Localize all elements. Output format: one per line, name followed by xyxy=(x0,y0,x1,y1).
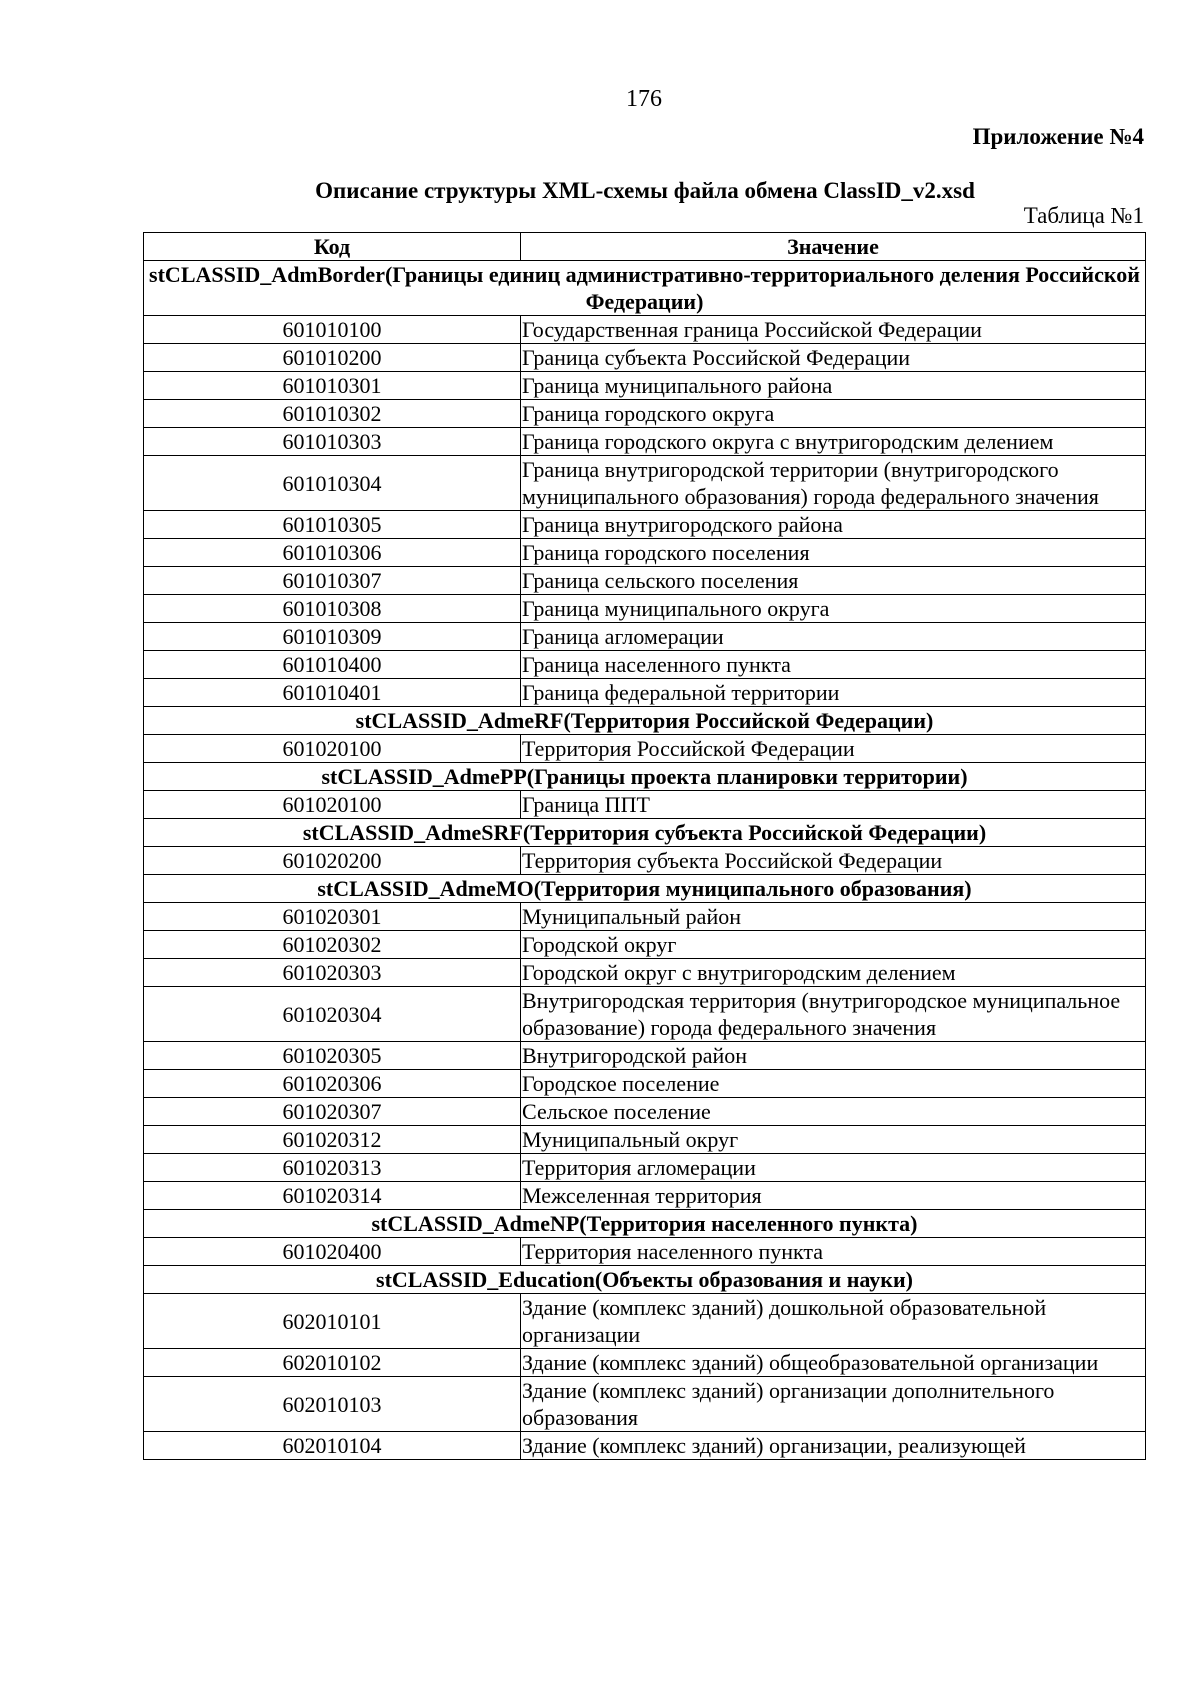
code-cell: 602010103 xyxy=(144,1377,521,1432)
value-cell: Городской округ xyxy=(521,931,1146,959)
code-cell: 602010104 xyxy=(144,1432,521,1460)
value-cell: Территория Российской Федерации xyxy=(521,735,1146,763)
table-row xyxy=(144,539,1146,567)
table-label: Таблица №1 xyxy=(1023,203,1144,228)
value-cell: Межселенная территория xyxy=(521,1182,1146,1210)
table-row xyxy=(144,1432,1146,1460)
value-cell: Внутригородская территория (внутригородское муниципальное образование) города федерального значения xyxy=(521,987,1146,1042)
table-row xyxy=(144,567,1146,595)
code-cell: 601010304 xyxy=(144,456,521,511)
code-cell: 601010307 xyxy=(144,567,521,595)
code-cell: 602010102 xyxy=(144,1349,521,1377)
document-title: Описание структуры XML-схемы файла обмена ClassID_v2.xsd xyxy=(315,178,975,203)
value-cell: Граница федеральной территории xyxy=(521,679,1146,707)
code-cell: 601020312 xyxy=(144,1126,521,1154)
table-body xyxy=(144,261,1146,1460)
table-row xyxy=(144,1294,1146,1349)
value-cell: Граница субъекта Российской Федерации xyxy=(521,344,1146,372)
value-cell: Сельское поселение xyxy=(521,1098,1146,1126)
code-cell: 601020303 xyxy=(144,959,521,987)
code-cell: 601010400 xyxy=(144,651,521,679)
value-cell: Здание (комплекс зданий) общеобразовательной организации xyxy=(521,1349,1146,1377)
table-row xyxy=(144,1238,1146,1266)
value-cell: Граница сельского поселения xyxy=(521,567,1146,595)
value-cell: Граница муниципального района xyxy=(521,372,1146,400)
section-header-row xyxy=(144,1266,1146,1294)
table-row xyxy=(144,1042,1146,1070)
code-cell: 601010303 xyxy=(144,428,521,456)
table-row xyxy=(144,959,1146,987)
code-cell: 601020400 xyxy=(144,1238,521,1266)
value-cell: Территория населенного пункта xyxy=(521,1238,1146,1266)
section-header-row xyxy=(144,707,1146,735)
column-header-value: Значение xyxy=(521,233,1146,261)
table-row xyxy=(144,791,1146,819)
table-row xyxy=(144,456,1146,511)
code-cell: 601020306 xyxy=(144,1070,521,1098)
code-cell: 601020100 xyxy=(144,735,521,763)
value-cell: Граница городского округа xyxy=(521,400,1146,428)
value-cell: Граница внутригородской территории (внутригородского муниципального образования) города федерального значения xyxy=(521,456,1146,511)
code-cell: 601020304 xyxy=(144,987,521,1042)
value-cell: Муниципальный район xyxy=(521,903,1146,931)
code-cell: 601020313 xyxy=(144,1154,521,1182)
table-row xyxy=(144,372,1146,400)
table-row xyxy=(144,316,1146,344)
table-row xyxy=(144,1126,1146,1154)
section-title: stCLASSID_AdmeRF(Территория Российской Федерации) xyxy=(144,707,1146,735)
code-cell: 601010306 xyxy=(144,539,521,567)
table-row xyxy=(144,987,1146,1042)
value-cell: Граница городского округа с внутригородским делением xyxy=(521,428,1146,456)
page-number: 176 xyxy=(626,86,662,112)
section-header-row xyxy=(144,1210,1146,1238)
value-cell: Граница населенного пункта xyxy=(521,651,1146,679)
value-cell: Государственная граница Российской Федерации xyxy=(521,316,1146,344)
table-row xyxy=(144,623,1146,651)
section-header-row xyxy=(144,763,1146,791)
code-cell: 601010301 xyxy=(144,372,521,400)
table-row xyxy=(144,735,1146,763)
code-cell: 601010200 xyxy=(144,344,521,372)
value-cell: Здание (комплекс зданий) организации дополнительного образования xyxy=(521,1377,1146,1432)
table-row xyxy=(144,847,1146,875)
table-row xyxy=(144,1070,1146,1098)
table-row xyxy=(144,400,1146,428)
code-cell: 601020200 xyxy=(144,847,521,875)
table-row xyxy=(144,511,1146,539)
code-cell: 601010401 xyxy=(144,679,521,707)
table-row xyxy=(144,1182,1146,1210)
classid-table xyxy=(143,232,1146,1460)
value-cell: Внутригородской район xyxy=(521,1042,1146,1070)
code-cell: 601020305 xyxy=(144,1042,521,1070)
code-cell: 601020301 xyxy=(144,903,521,931)
section-title: stCLASSID_AdmeNP(Территория населенного пункта) xyxy=(144,1210,1146,1238)
code-cell: 602010101 xyxy=(144,1294,521,1349)
value-cell: Граница внутригородского района xyxy=(521,511,1146,539)
section-header-row xyxy=(144,261,1146,316)
table-row xyxy=(144,344,1146,372)
code-cell: 601010302 xyxy=(144,400,521,428)
value-cell: Граница ППТ xyxy=(521,791,1146,819)
appendix-label: Приложение №4 xyxy=(972,124,1144,149)
value-cell: Граница муниципального округа xyxy=(521,595,1146,623)
value-cell: Муниципальный округ xyxy=(521,1126,1146,1154)
value-cell: Граница агломерации xyxy=(521,623,1146,651)
table-row xyxy=(144,931,1146,959)
section-title: stCLASSID_AdmeMO(Территория муниципального образования) xyxy=(144,875,1146,903)
table-row xyxy=(144,1154,1146,1182)
table-row xyxy=(144,1349,1146,1377)
value-cell: Здание (комплекс зданий) дошкольной образовательной организации xyxy=(521,1294,1146,1349)
value-cell: Территория агломерации xyxy=(521,1154,1146,1182)
code-cell: 601020307 xyxy=(144,1098,521,1126)
column-header-code: Код xyxy=(144,233,521,261)
value-cell: Территория субъекта Российской Федерации xyxy=(521,847,1146,875)
code-cell: 601010308 xyxy=(144,595,521,623)
table-row xyxy=(144,651,1146,679)
section-title: stCLASSID_AdmBorder(Границы единиц административно-территориального деления Российской Федерации) xyxy=(144,261,1146,316)
section-header-row xyxy=(144,875,1146,903)
code-cell: 601010309 xyxy=(144,623,521,651)
table-row xyxy=(144,1098,1146,1126)
section-title: stCLASSID_Education(Объекты образования и науки) xyxy=(144,1266,1146,1294)
table-row xyxy=(144,679,1146,707)
code-cell: 601020302 xyxy=(144,931,521,959)
code-cell: 601020100 xyxy=(144,791,521,819)
code-cell: 601010305 xyxy=(144,511,521,539)
code-cell: 601010100 xyxy=(144,316,521,344)
table-row xyxy=(144,1377,1146,1432)
table-header-row xyxy=(144,233,1146,261)
value-cell: Городское поселение xyxy=(521,1070,1146,1098)
table-row xyxy=(144,903,1146,931)
value-cell: Городской округ с внутригородским делением xyxy=(521,959,1146,987)
section-title: stCLASSID_AdmeSRF(Территория субъекта Российской Федерации) xyxy=(144,819,1146,847)
section-header-row xyxy=(144,819,1146,847)
value-cell: Здание (комплекс зданий) организации, реализующей xyxy=(521,1432,1146,1460)
table-row xyxy=(144,595,1146,623)
section-title: stCLASSID_AdmePP(Границы проекта планировки территории) xyxy=(144,763,1146,791)
value-cell: Граница городского поселения xyxy=(521,539,1146,567)
table-row xyxy=(144,428,1146,456)
code-cell: 601020314 xyxy=(144,1182,521,1210)
